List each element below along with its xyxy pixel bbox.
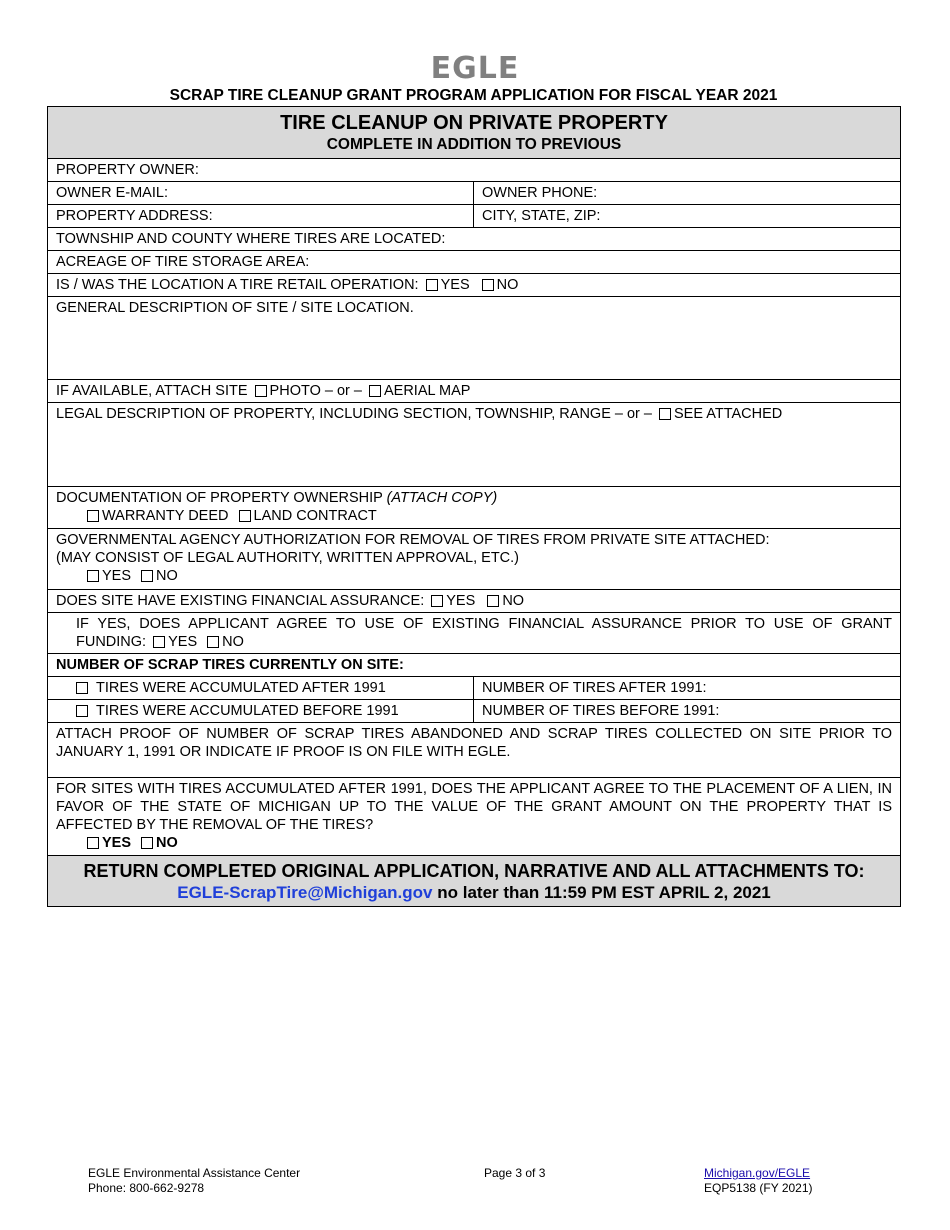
owner-phone-field[interactable]	[474, 182, 901, 205]
return-instructions-line: RETURN COMPLETED ORIGINAL APPLICATION, NARRATIVE AND ALL ATTACHMENTS TO:	[83, 861, 865, 881]
section-header	[48, 107, 901, 159]
section-subtitle: COMPLETE IN ADDITION TO PREVIOUS	[326, 136, 622, 153]
owner-phone-label: OWNER PHONE:	[482, 185, 598, 201]
see-attached-checkbox[interactable]	[659, 408, 671, 420]
financial-agree-row	[48, 613, 901, 654]
ownership-documentation-row	[48, 487, 901, 529]
warranty-deed-checkbox[interactable]	[87, 510, 99, 522]
footer-page-number: Page 3 of 3	[484, 1166, 546, 1180]
fin-assurance-no-checkbox[interactable]	[487, 595, 499, 607]
num-tires-label: NUMBER OF SCRAP TIRES CURRENTLY ON SITE:	[56, 657, 404, 673]
return-email-link[interactable]: EGLE-ScrapTire@Michigan.gov	[177, 883, 433, 902]
financial-assurance-label: DOES SITE HAVE EXISTING FINANCIAL ASSURANCE:	[56, 593, 425, 609]
before-1991-row	[48, 700, 474, 723]
num-tires-after-field[interactable]	[474, 677, 901, 700]
legal-description-field[interactable]	[48, 403, 901, 487]
city-state-zip-label: CITY, STATE, ZIP:	[482, 208, 601, 224]
after-1991-row	[48, 677, 474, 700]
before-1991-label: TIRES WERE ACCUMULATED BEFORE 1991	[96, 703, 399, 719]
township-county-field[interactable]	[48, 228, 901, 251]
lien-yes-checkbox[interactable]	[87, 837, 99, 849]
fin-agree-yes-checkbox[interactable]	[153, 636, 165, 648]
property-address-label: PROPERTY ADDRESS:	[56, 208, 213, 224]
warranty-deed-label: WARRANTY DEED	[102, 508, 229, 524]
footer-contact	[88, 1166, 300, 1196]
lien-label: FOR SITES WITH TIRES ACCUMULATED AFTER 1991, DOES THE APPLICANT AGREE TO THE PLACEMENT OF A LIEN, IN FAVOR OF THE STATE OF MICHIGAN UP TO THE VALUE OF THE GRANT AMOUNT ON THE PROPERTY THAT IS AFFECTED BY THE REMOVAL OF THE TIRES?	[56, 781, 893, 833]
footer-form-id: EQP5138 (FY 2021)	[704, 1181, 813, 1195]
footer-right	[704, 1166, 813, 1196]
fin-agree-no-label: NO	[222, 634, 244, 650]
retail-no-label: NO	[496, 277, 519, 293]
proof-label: ATTACH PROOF OF NUMBER OF SCRAP TIRES ABANDONED AND SCRAP TIRES COLLECTED ON SITE PRIOR TO JANUARY 1, 1991 OR INDICATE IF PROOF IS ON FILE WITH EGLE.	[56, 726, 893, 760]
fin-agree-yes-label: YES	[168, 634, 198, 650]
retail-yes-label: YES	[440, 277, 470, 293]
gov-authorization-label: GOVERNMENTAL AGENCY AUTHORIZATION FOR REMOVAL OF TIRES FROM PRIVATE SITE ATTACHED:	[56, 532, 770, 548]
property-owner-field[interactable]	[48, 159, 901, 182]
ownership-doc-label: DOCUMENTATION OF PROPERTY OWNERSHIP	[56, 490, 383, 506]
lien-row	[48, 778, 901, 856]
attach-copy-note: (ATTACH COPY)	[386, 490, 498, 506]
return-instructions	[48, 856, 901, 907]
footer-org: EGLE Environmental Assistance Center	[88, 1166, 301, 1180]
fin-assurance-yes-checkbox[interactable]	[431, 595, 443, 607]
num-tires-before-field[interactable]	[474, 700, 901, 723]
acreage-field[interactable]	[48, 251, 901, 274]
financial-assurance-row	[48, 590, 901, 613]
fin-agree-no-checkbox[interactable]	[207, 636, 219, 648]
document-title: SCRAP TIRE CLEANUP GRANT PROGRAM APPLICATION FOR FISCAL YEAR 2021	[169, 87, 778, 104]
footer-phone: Phone: 800-662-9278	[88, 1181, 205, 1195]
section-title: TIRE CLEANUP ON PRIVATE PROPERTY	[280, 112, 668, 134]
lien-yes-label: YES	[102, 835, 132, 851]
num-tires-heading	[48, 654, 901, 677]
after-1991-checkbox[interactable]	[76, 682, 88, 694]
proof-row	[48, 723, 901, 778]
property-address-field[interactable]	[48, 205, 474, 228]
gov-auth-no-label: NO	[156, 568, 178, 584]
retail-no-checkbox[interactable]	[482, 279, 494, 291]
num-tires-after-label: NUMBER OF TIRES AFTER 1991:	[482, 680, 707, 696]
gov-auth-yes-label: YES	[102, 568, 132, 584]
before-1991-checkbox[interactable]	[76, 705, 88, 717]
fin-assurance-no-label: NO	[502, 593, 525, 609]
aerial-map-label: AERIAL MAP	[383, 383, 471, 399]
owner-email-label: OWNER E-MAIL:	[56, 185, 168, 201]
return-deadline: no later than 11:59 PM EST APRIL 2, 2021	[437, 883, 771, 902]
retail-yes-checkbox[interactable]	[426, 279, 438, 291]
gov-auth-no-checkbox[interactable]	[141, 570, 153, 582]
application-form	[47, 106, 901, 907]
aerial-map-checkbox[interactable]	[369, 385, 381, 397]
gov-authorization-row	[48, 529, 901, 590]
gov-auth-yes-checkbox[interactable]	[87, 570, 99, 582]
legal-description-label: LEGAL DESCRIPTION OF PROPERTY, INCLUDING SECTION, TOWNSHIP, RANGE – or –	[56, 406, 652, 422]
land-contract-checkbox[interactable]	[239, 510, 251, 522]
photo-checkbox[interactable]	[255, 385, 267, 397]
lien-no-checkbox[interactable]	[141, 837, 153, 849]
gov-authorization-note: (MAY CONSIST OF LEGAL AUTHORITY, WRITTEN APPROVAL, ETC.)	[56, 550, 520, 566]
photo-label: PHOTO – or –	[269, 383, 362, 399]
retail-operation-label: IS / WAS THE LOCATION A TIRE RETAIL OPERATION:	[56, 277, 419, 293]
lien-no-label: NO	[156, 835, 178, 851]
general-description-field[interactable]	[48, 297, 901, 380]
see-attached-label: SEE ATTACHED	[674, 406, 783, 422]
general-description-label: GENERAL DESCRIPTION OF SITE / SITE LOCATION.	[56, 300, 414, 316]
property-owner-label: PROPERTY OWNER:	[56, 162, 199, 178]
owner-email-field[interactable]	[48, 182, 474, 205]
township-county-label: TOWNSHIP AND COUNTY WHERE TIRES ARE LOCATED:	[56, 231, 446, 247]
retail-operation-row	[48, 274, 901, 297]
attach-site-row	[48, 380, 901, 403]
num-tires-before-label: NUMBER OF TIRES BEFORE 1991:	[482, 703, 720, 719]
land-contract-label: LAND CONTRACT	[253, 508, 377, 524]
city-state-zip-field[interactable]	[474, 205, 901, 228]
fin-assurance-yes-label: YES	[446, 593, 476, 609]
footer-website-link[interactable]: Michigan.gov/EGLE	[704, 1166, 811, 1180]
egle-logo: EGLE	[430, 51, 520, 86]
financial-agree-label: IF YES, DOES APPLICANT AGREE TO USE OF EXISTING FINANCIAL ASSURANCE PRIOR TO USE OF GRANT FUNDING:	[76, 616, 893, 650]
after-1991-label: TIRES WERE ACCUMULATED AFTER 1991	[96, 680, 386, 696]
attach-site-label: IF AVAILABLE, ATTACH SITE	[56, 383, 248, 399]
acreage-label: ACREAGE OF TIRE STORAGE AREA:	[56, 254, 310, 270]
